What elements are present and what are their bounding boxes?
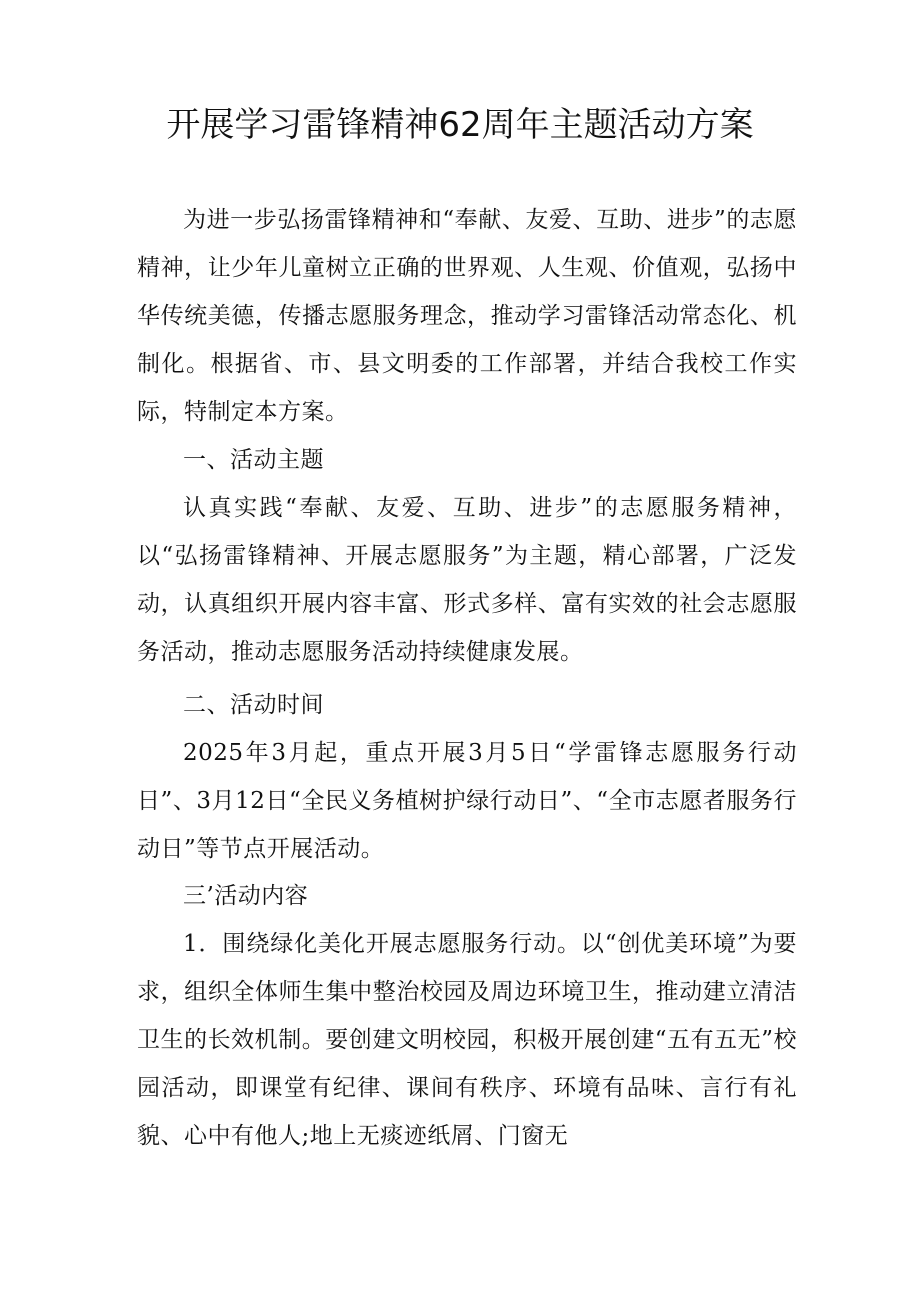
section3-block (137, 872, 797, 1160)
section2-block (137, 681, 797, 873)
section3-item1-paragraph: 1．围绕绿化美化开展志愿服务行动。以“创优美环境”为要求，组织全体师生集中整治校园及周边环境卫生，推动建立清洁卫生的长效机制。要创建文明校园，积极开展创建“五有五无”校园活动，即课堂有纪律、课间有秩序、环境有品味、言行有礼貌、心中有他人;地上无痰迹纸屑、门窗无 (137, 931, 797, 1149)
section1-block (137, 436, 797, 676)
section1-heading: 一、活动主题 (183, 447, 324, 473)
section2-heading: 二、活动时间 (183, 692, 324, 718)
section3-heading: 三’活动内容 (183, 883, 309, 909)
intro-block (137, 196, 797, 436)
section2-paragraph: 2025年3月起，重点开展3月5日“学雷锋志愿服务行动日”、3月12日“全民义务植树护绿行动日”、“全市志愿者服务行动日”等节点开展活动。 (137, 740, 797, 862)
document-title: 开展学习雷锋精神62周年主题活动方案 (166, 105, 754, 145)
section1-paragraph: 认真实践“奉献、友爱、互助、进步”的志愿服务精神，以“弘扬雷锋精神、开展志愿服务”为主题，精心部署，广泛发动，认真组织开展内容丰富、形式多样、富有实效的社会志愿服务活动，推动志愿服务活动持续健康发展。 (137, 495, 797, 665)
intro-paragraph: 为进一步弘扬雷锋精神和“奉献、友爱、互助、进步”的志愿精神，让少年儿童树立正确的世界观、人生观、价值观，弘扬中华传统美德，传播志愿服务理念，推动学习雷锋活动常态化、机制化。根据省、市、县文明委的工作部署，并结合我校工作实际，特制定本方案。 (137, 207, 797, 425)
